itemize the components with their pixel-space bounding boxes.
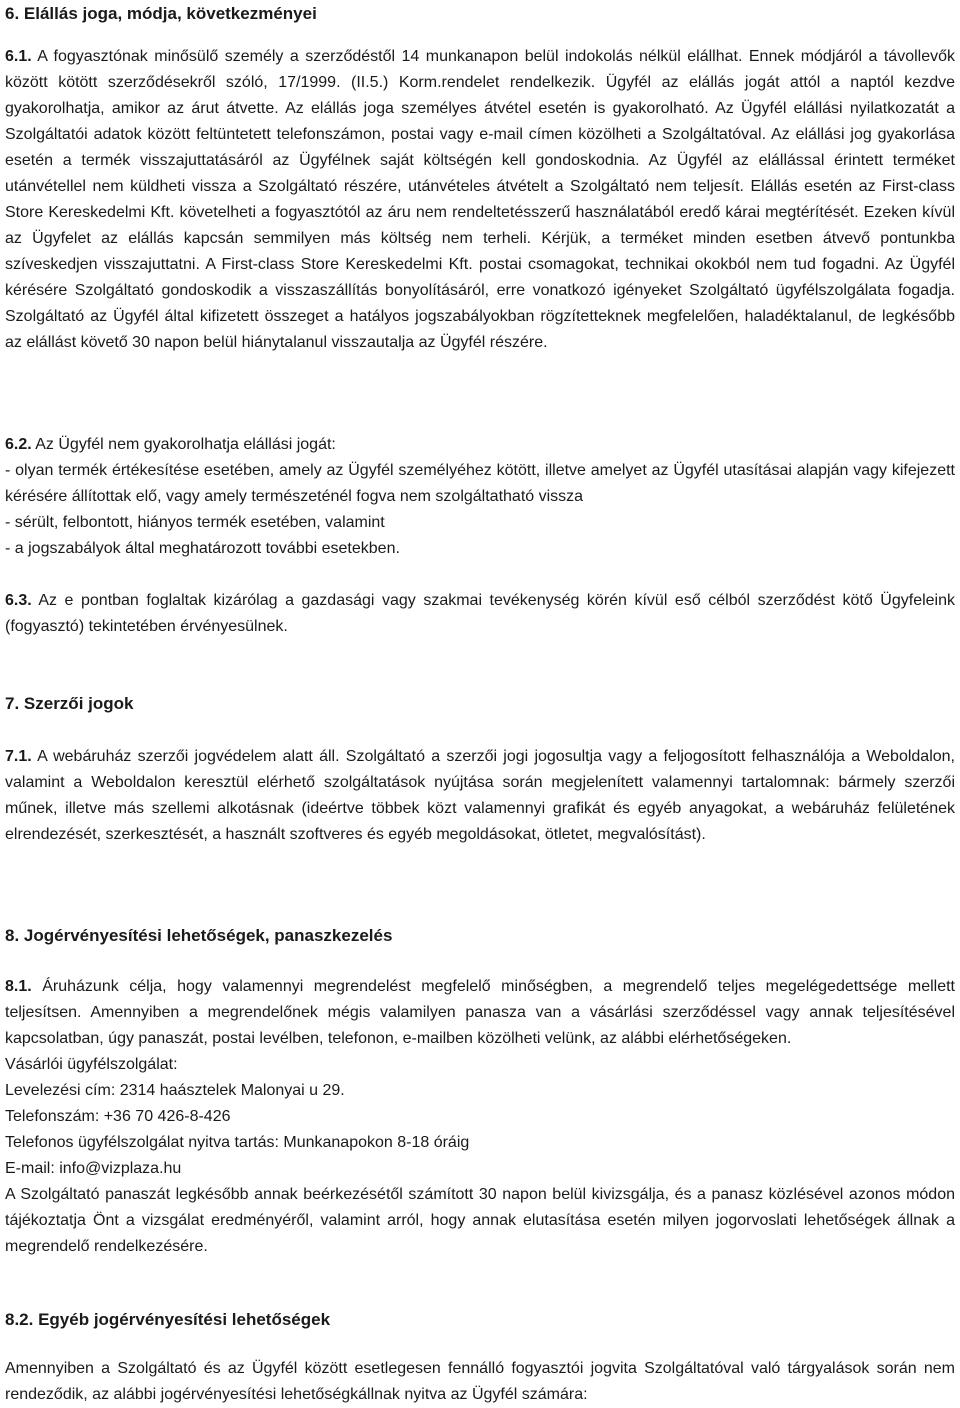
paragraph-8-1-tail: A Szolgáltató panaszát legkésőbb annak beérkezésétől számított 30 napon belül kivizsgálja, és a panasz közlésével azonos módon tájékoztatja Önt a vizsgálat eredményéről, valamint arról, hogy annak elutasítása esetén milyen jogorvoslati lehetőségek állnak a megrendelő rendelkezésére. — [5, 1186, 955, 1255]
paragraph-8-1 — [5, 974, 955, 1260]
paragraph-6-3-number: 6.3. — [5, 592, 32, 609]
section-6-heading: 6. Elállás joga, módja, következményei — [5, 4, 317, 23]
list-item: - olyan termék értékesítése esetében, amely az Ügyfél személyéhez kötött, illetve amelyet az Ügyfél utasításai alapján vagy kifejezett kérésére állítottak elő, vagy amely természeténél fogva nem szolgáltatható vissza — [5, 462, 955, 505]
contact-line: Telefonos ügyfélszolgálat nyitva tartás: Munkanapokon 8-18 óráig — [5, 1134, 470, 1151]
paragraph-8-2 — [5, 1356, 955, 1408]
paragraph-7-1-text: A webáruház szerzői jogvédelem alatt áll. Szolgáltató a szerzői jogi jogosultja vagy a feljogosított felhasználója a Weboldalon, valamint a Weboldalon keresztül elérhető szolgáltatások nyújtása során megjelenített valamennyi tartalomnak: bármely szerzői műnek, illetve más szellemi alkotásnak (ideértve többek közt valamennyi grafikát és egyéb anyagokat, a webáruház felületének elrendezését, szerkesztését, a használt szoftveres és egyéb megoldásokat, ötletet, megvalósítást). — [5, 748, 956, 843]
paragraph-6-3-text: Az e pontban foglaltak kizárólag a gazdasági vagy szakmai tevékenység körén kívül eső célból szerződést kötő Ügyfeleink (fogyasztó) tekintetében érvényesülnek. — [5, 592, 955, 635]
section-7-heading: 7. Szerzői jogok — [5, 694, 134, 713]
section-8-heading: 8. Jogérvényesítési lehetőségek, panaszkezelés — [5, 926, 393, 945]
list-item: - a jogszabályok által meghatározott további esetekben. — [5, 540, 400, 557]
paragraph-8-2-text: Amennyiben a Szolgáltató és az Ügyfél között esetlegesen fennálló fogyasztói jogvita Szolgáltatóval való tárgyalások során nem rendeződik, az alábbi jogérvényesítési lehetőségkállnak nyitva az Ügyfél számára: — [5, 1360, 955, 1403]
paragraph-8-1-number: 8.1. — [5, 978, 32, 995]
list-item: - sérült, felbontott, hiányos termék esetében, valamint — [5, 514, 385, 531]
paragraph-6-1 — [5, 44, 955, 356]
paragraph-8-1-text: Áruházunk célja, hogy valamennyi megrendelést megfelelő minőségben, a megrendelő teljes megelégedettsége mellett teljesítsen. Amennyiben a megrendelőnek mégis valamilyen panasza van a vásárlási szerződéssel vagy annak teljesítésével kapcsolatban, úgy panaszát, postai levélben, telefonon, e-mailben közölheti velünk, az alábbi elérhetőségeken. — [5, 978, 955, 1047]
contact-line: E-mail: info@vizplaza.hu — [5, 1160, 182, 1177]
paragraph-6-3 — [5, 588, 955, 640]
contact-line: Vásárlói ügyfélszolgálat: — [5, 1056, 178, 1073]
paragraph-6-1-number: 6.1. — [5, 48, 32, 65]
contact-line: Telefonszám: +36 70 426-8-426 — [5, 1108, 231, 1125]
paragraph-6-2-intro: Az Ügyfél nem gyakorolhatja elállási jogát: — [35, 436, 336, 453]
paragraph-6-2-number: 6.2. — [5, 436, 32, 453]
paragraph-6-2 — [5, 432, 955, 562]
paragraph-7-1-number: 7.1. — [5, 748, 32, 765]
paragraph-6-1-text: A fogyasztónak minősülő személy a szerződéstől 14 munkanapon belül indokolás nélkül elállhat. Ennek módjáról a távollevők között kötött szerződésekről szóló, 17/1999. (II.5.) Korm.rendelet rendelkezik. Ügyfél az elállás jogát attól a naptól kezdve gyakorolhatja, amikor az árut átvette. Az elállás joga személyes átvétel esetén is gyakorolható. Az Ügyfél elállási nyilatkozatát a Szolgáltatói adatok között feltüntetett telefonszámon, postai vagy e-mail címen közölheti a Szolgáltatóval. Az elállási jog gyakorlása esetén a termék visszajuttatásáról az Ügyfélnek saját költségén kell gondoskodnia. Az Ügyfél az elállással érintett terméket utánvétellel nem küldheti vissza a Szolgáltató részére, utánvételes átvételt a Szolgáltató nem teljesít. Elállás esetén az First-class Store Kereskedelmi Kft. követelheti a fogyasztótól az áru nem rendeltetésszerű használatából eredő kárai megtérítését. Ezeken kívül az Ügyfelet az elállás kapcsán semmilyen más költség nem terheli. Kérjük, a terméket minden esetben átvevő pontunkba szíveskedjen visszajuttatni. A First-class Store Kereskedelmi Kft. postai csomagokat, technikai okokból nem tud fogadni. Az Ügyfél kérésére Szolgáltató gondoskodik a visszaszállítás bonyolításáról, erre vonatkozó igényeket Szolgáltató ügyfélszolgálata fogadja. Szolgáltató az Ügyfél által kifizetett összeget a hatályos jogszabályokban rögzítetteknek megfelelően, haladéktalanul, de legkésőbb az elállást követő 30 napon belül hiánytalanul visszautalja az Ügyfél részére. — [5, 48, 956, 351]
contact-line: Levelezési cím: 2314 haásztelek Malonyai u 29. — [5, 1082, 345, 1099]
paragraph-7-1 — [5, 744, 955, 848]
section-8-2-heading: 8.2. Egyéb jogérvényesítési lehetőségek — [5, 1310, 331, 1329]
